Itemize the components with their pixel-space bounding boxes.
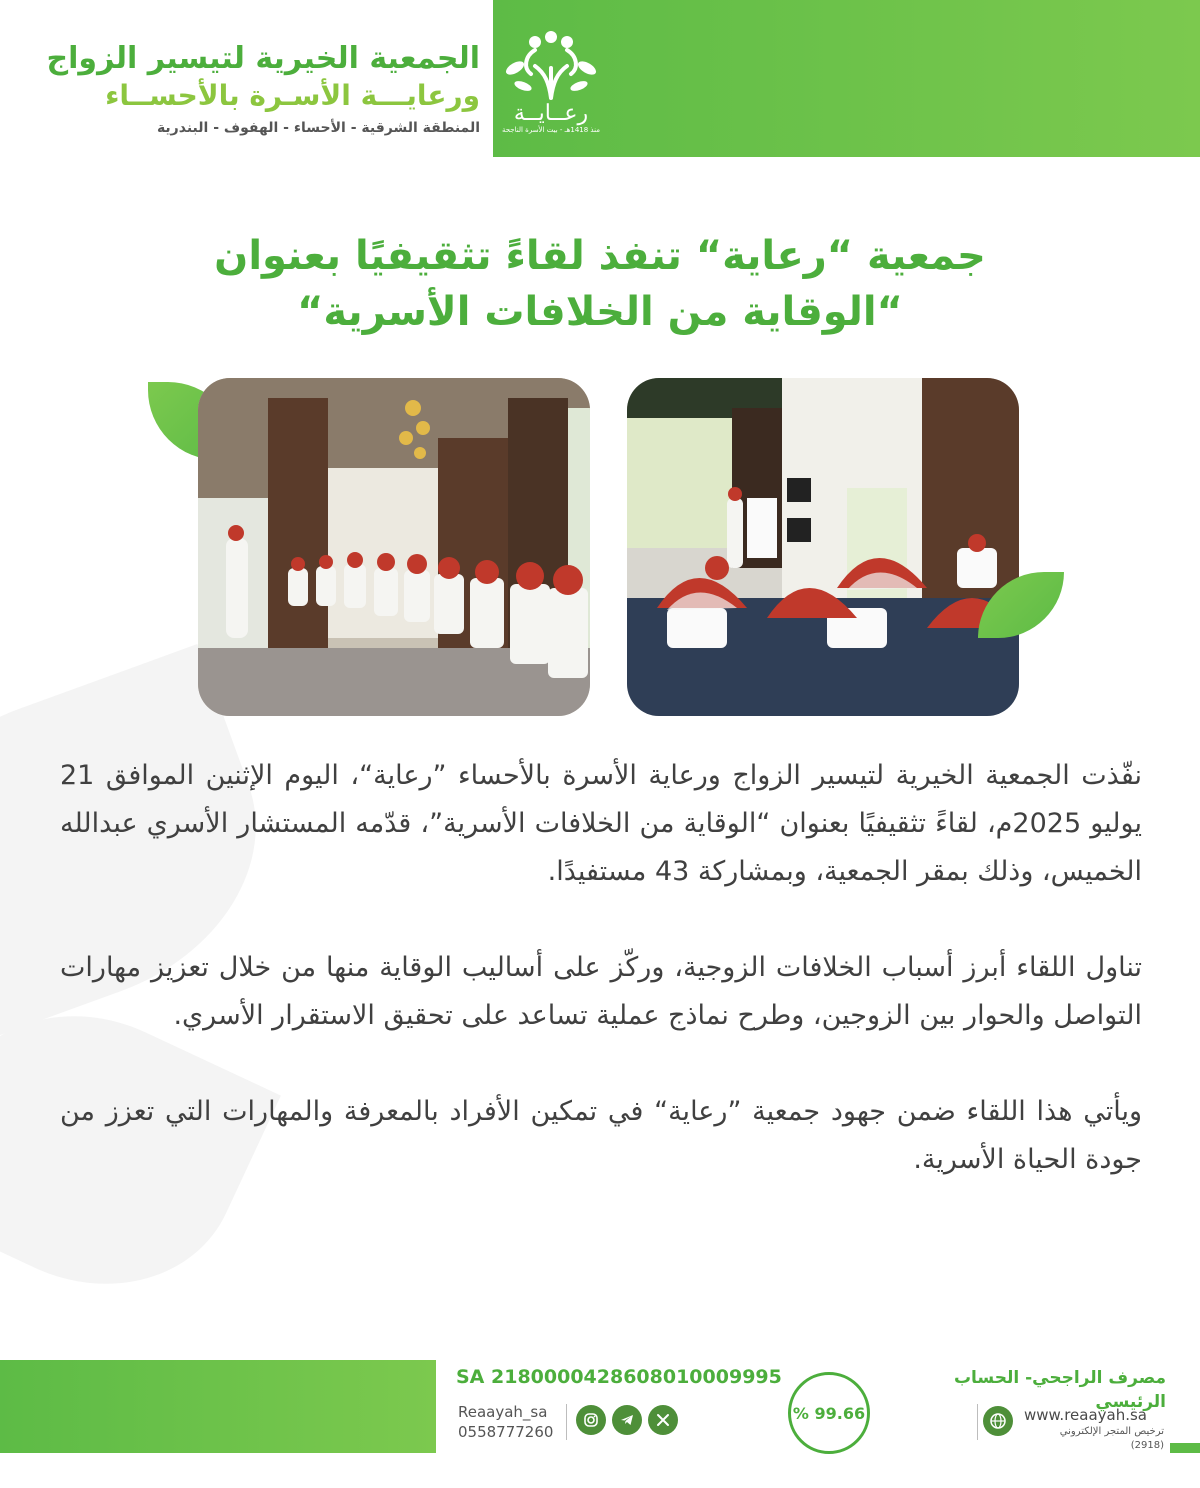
instagram-icon[interactable] [576,1405,606,1435]
globe-icon [983,1406,1013,1436]
iban-number: SA 2180000428608010009995 [456,1366,782,1388]
logo [501,28,601,143]
website-link[interactable]: www.reaayah.sa [1024,1406,1147,1424]
paragraph-3: ويأتي هذا اللقاء ضمن جهود جمعية ”رعاية“ في تمكين الأفراد بالمعرفة والمهارات التي تعزز من جودة الحياة الأسرية. [60,1096,1142,1175]
org-name-line1: الجمعية الخيرية لتيسير الزواج [46,41,480,76]
article-title-line1: جمعية “رعاية“ تنفذ لقاءً تثقيفيًا بعنوان [214,233,986,279]
org-location: المنطقة الشرقية - الأحساء - الهفوف - البندرية [156,120,480,136]
telegram-icon[interactable] [612,1405,642,1435]
seal-value: % 99.66 [792,1403,866,1423]
org-name-line2: ورعايـــة الأسـرة بالأحســاء [105,79,480,112]
org-name [40,40,480,142]
article-title [100,228,1100,340]
footer-bar-accent [1170,1443,1200,1453]
rating-seal [788,1372,870,1454]
article-body [60,752,1142,1232]
paragraph-1: نفّذت الجمعية الخيرية لتيسير الزواج ورعاية الأسرة بالأحساء ”رعاية“، اليوم الإثنين الموافق 21 يوليو 2025م، لقاءً تثقيفيًا بعنوان “الوقاية من الخلافات الأسرية”، قدّمه المستشار الأسري عبدالله الخميس، وذلك بمقر الجمعية، وبمشاركة 43 مستفيدًا. [60,760,1142,887]
logo-tree-icon [505,28,597,102]
header [0,0,1200,160]
logo-subtext: منذ 1418هـ - بيت الأسرة الناجحة [502,126,600,134]
divider [977,1404,978,1440]
paragraph-2: تناول اللقاء أبرز أسباب الخلافات الزوجية، وركّز على أساليب الوقاية منها من خلال تعزيز مهارات التواصل والحوار بين الزوجين، وطرح نماذج عملية تساعد على تحقيق الاستقرار الأسري. [60,952,1142,1031]
logo-panel [493,0,1200,157]
store-license: ترخيص المتجر الإلكتروني (2918) [1059,1426,1164,1451]
x-icon[interactable] [648,1405,678,1435]
phone-number[interactable]: 0558777260 [458,1423,554,1441]
logo-text: رعــايــة [513,101,589,126]
event-photo-audience [198,378,590,716]
social-handle[interactable]: Reaayah_sa [458,1403,548,1421]
bank-name: مصرف الراجحي- الحساب الرئيسي [953,1368,1166,1412]
article-title-line2: “الوقاية من الخلافات الأسرية“ [297,289,903,335]
divider [566,1404,567,1440]
event-photo-presenter [627,378,1019,716]
footer-bar [0,1360,436,1453]
